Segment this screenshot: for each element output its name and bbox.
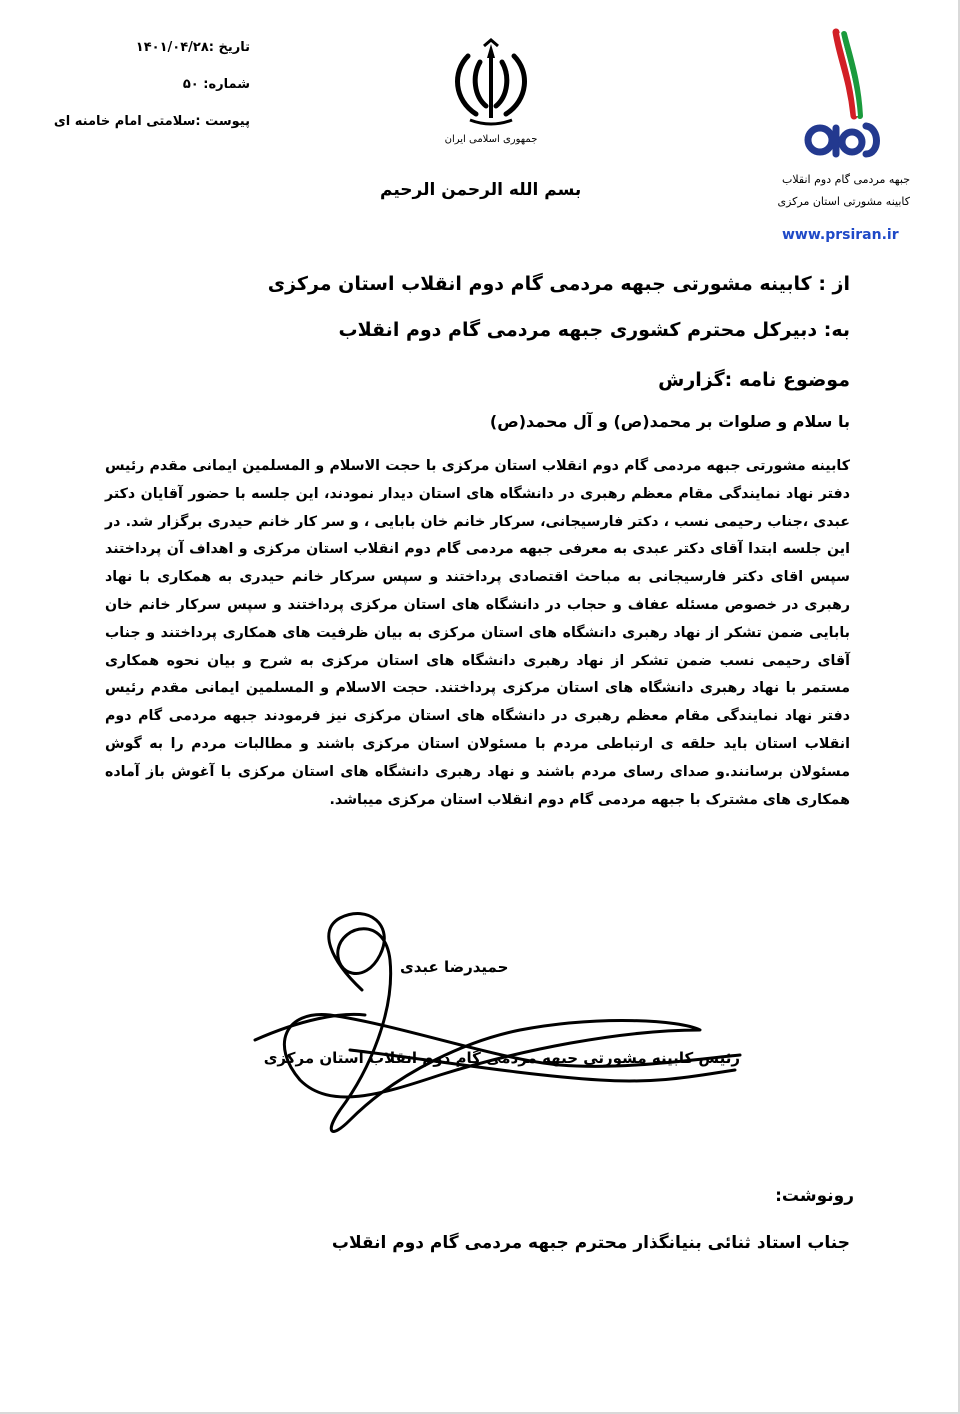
website-link[interactable]: www.prsiran.ir [782, 227, 899, 243]
from-line: از : کابینه مشورتی جبهه مردمی گام دوم انقلاب استان مرکزی [267, 273, 850, 295]
signer-name: حمیدرضا عبدی [400, 958, 509, 976]
front-logo-icon [800, 28, 890, 168]
to-line: به: دبیرکل محترم کشوری جبهه مردمی گام دوم انقلاب [338, 319, 850, 341]
cc-label: رونوشت: [775, 1186, 854, 1206]
subject-line: موضوع نامه :گزارش [658, 369, 850, 391]
number-line: شماره: ۵۰ [182, 77, 250, 92]
organization-logo [760, 28, 910, 218]
bismillah-heading: بسم الله الرحمن الرحیم [380, 180, 582, 200]
signer-title: رئیس کابینه مشورتی جبهه مردمی گام دوم انقلاب استان مرکزی [263, 1049, 740, 1067]
logo-org-line: جبهه مردمی گام دوم انقلاب [781, 173, 910, 186]
letter-meta [20, 40, 250, 140]
iran-emblem-icon [446, 38, 536, 130]
emblem-caption: جمهوری اسلامی ایران [444, 134, 538, 145]
national-emblem [436, 38, 546, 148]
letter-body: کابینه مشورتی جبهه مردمی گام دوم انقلاب استان مرکزی با حجت الاسلام و المسلمین ایمانی مقدم رئیس دفتر نهاد نمایندگی مقام معظم رهبری در دانشگاه های استان دیدار نمودند، این جلسه با حضور آقایان دکتر عبدی ،جناب رحیمی نسب ، دکتر فارسیجانی، سرکار خانم خان بابایی ، و سر کار خانم حیدری برگزار شد. در این جلسه ابتدا آقای دکتر عبدی به معرفی جبهه مردمی گام دوم انقلاب استان مرکزی و اهداف آن پرداختند سپس اقای دکتر فارسیجانی به مباحث اقتصادی پرداختند و سپس سرکار خانم حیدری به همکاری با نهاد رهبری در خصوص مسئله عفاف و حجاب در دانشگاه های استان مرکزی پرداختند و سپس سرکار خانم خان بابایی ضمن تشکر از نهاد رهبری دانشگاه های استان مرکزی به بیان ظرفیت های همکاری پرداختند و جناب آقای رحیمی نسب ضمن تشکر از نهاد رهبری دانشگاه های استان مرکزی به شرح و بیان نحوه همکاری مستمر با نهاد رهبری دانشگاه های استان مرکزی پرداختند. حجت الاسلام و المسلمین ایمانی مقدم رئیس دفتر نهاد نمایندگی مقام معظم رهبری در دانشگاه های استان مرکزی نیز فرمودند جبهه مردمی گام دوم انقلاب استان باید حلقه ی ارتباطی مردم با مسئولان استان مرکزی باشند و مطالبات مردم را به گوش مسئولان برسانند.و صدای رسای مردم باشند و نهاد رهبری دانشگاه های استان مرکزی با آغوش باز آماده همکاری های مشترک با جبهه مردمی گام دوم انقلاب استان مرکزی میباشد. [105, 458, 850, 808]
attachment-line: پیوست :سلامتی امام خامنه ای [53, 114, 250, 129]
greeting-line: با سلام و صلوات بر محمد(ص) و آل محمد(ص) [489, 412, 850, 431]
cc-recipient: جناب استاد ثنائی بنیانگذار محترم جبهه مردمی گام دوم انقلاب [331, 1233, 850, 1253]
logo-branch-line: کابینه مشورتی استان مرکزی [777, 195, 910, 208]
date-line: تاریخ :۱۴۰۱/۰۴/۲۸ [135, 40, 250, 55]
